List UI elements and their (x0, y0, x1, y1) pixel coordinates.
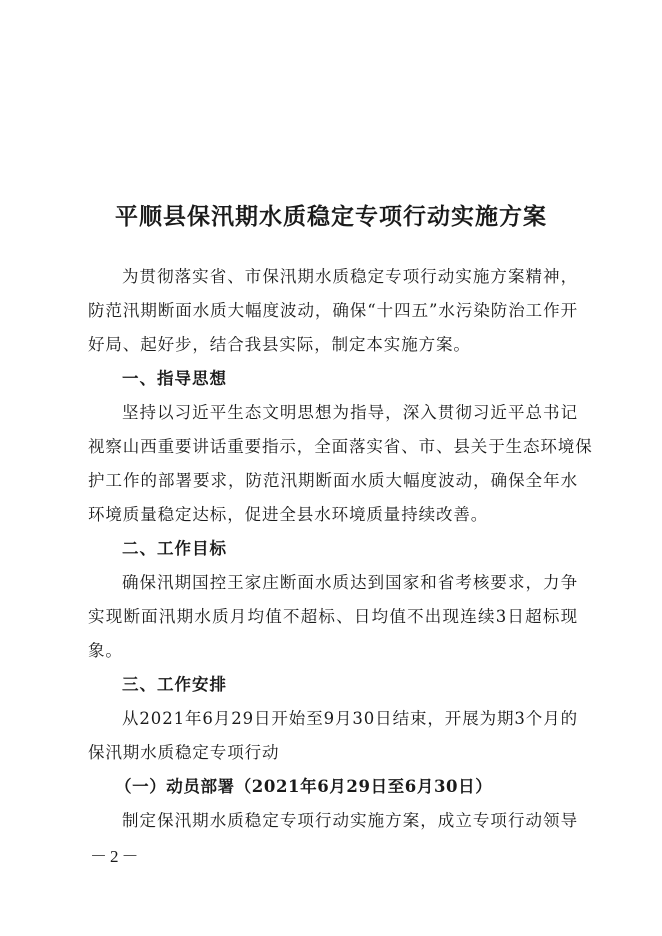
section1-line-3: 护工作的部署要求，防范汛期断面水质大幅度波动，确保全年水 (88, 471, 578, 490)
section1-line-2: 视察山西重要讲话重要指示，全面落实省、市、县关于生态环境保 (88, 437, 593, 456)
subheading-mobilization: （一）动员部署（2021年6月29日至6月30日） (115, 777, 493, 796)
document-title: 平顺县保汛期水质稳定专项行动实施方案 (115, 204, 547, 230)
section-heading-work-arrangement: 三、工作安排 (122, 675, 227, 694)
intro-line-1: 为贯彻落实省、市保汛期水质稳定专项行动实施方案精神， (122, 267, 578, 286)
section3-line-2: 保汛期水质稳定专项行动 (88, 743, 280, 762)
section-heading-work-goals: 二、工作目标 (122, 539, 227, 558)
section-heading-guiding-ideology: 一、指导思想 (122, 369, 227, 388)
intro-line-3: 好局、起好步，结合我县实际，制定本实施方案。 (88, 335, 471, 354)
section3-line-1: 从2021年6月29日开始至9月30日结束，开展为期3个月的 (122, 709, 578, 728)
section2-line-3: 象。 (88, 641, 123, 660)
section1-line-4: 环境质量稳定达标，促进全县水环境质量持续改善。 (88, 505, 489, 524)
section1-line-1: 坚持以习近平生态文明思想为指导，深入贯彻习近平总书记 (122, 403, 578, 422)
intro-line-2: 防范汛期断面水质大幅度波动，确保“十四五”水污染防治工作开 (88, 301, 578, 320)
section2-line-2: 实现断面汛期水质月均值不超标、日均值不出现连续3日超标现 (88, 607, 578, 626)
section3-sub-line-1: 制定保汛期水质稳定专项行动实施方案，成立专项行动领导 (122, 811, 578, 830)
page-number: －2－ (90, 847, 142, 866)
section2-line-1: 确保汛期国控王家庄断面水质达到国家和省考核要求，力争 (122, 573, 578, 592)
